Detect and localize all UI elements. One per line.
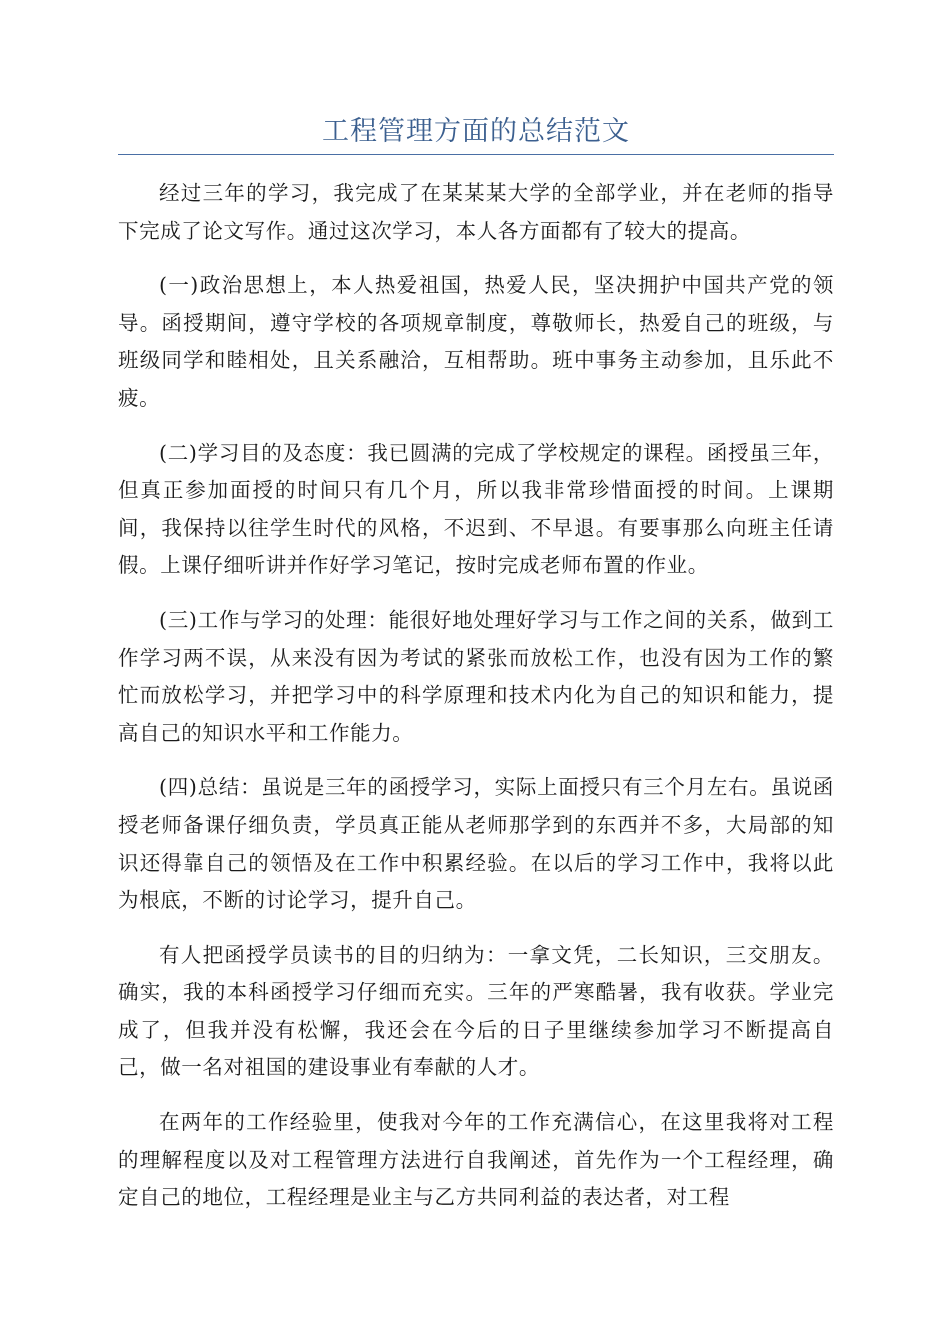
paragraph-summary: (四)总结：虽说是三年的函授学习，实际上面授只有三个月左右。虽说函授老师备课仔细负责，学员真正能从老师那学到的东西并不多，大局部的知识还得靠自己的领悟及在工作中积累经验。在以后的学习工作中，我将以此为根底，不断的讨论学习，提升自己。: [118, 775, 834, 913]
paragraph-intro: 经过三年的学习，我完成了在某某某大学的全部学业，并在老师的指导下完成了论文写作。通过这次学习，本人各方面都有了较大的提高。: [118, 181, 834, 243]
paragraph-purpose: 有人把函授学员读书的目的归纳为：一拿文凭，二长知识，三交朋友。确实，我的本科函授学习仔细而充实。三年的严寒酷暑，我有收获。学业完成了，但我并没有松懈，我还会在今后的日子里继续参加学习不断提高自己，做一名对祖国的建设事业有奉献的人才。: [118, 942, 834, 1080]
paragraph-political: (一)政治思想上，本人热爱祖国，热爱人民，坚决拥护中国共产党的领导。函授期间，遵守学校的各项规章制度，尊敬师长，热爱自己的班级，与班级同学和睦相处，且关系融洽，互相帮助。班中事务主动参加，且乐此不疲。: [118, 273, 834, 410]
document-title: 工程管理方面的总结范文: [322, 116, 630, 147]
paragraph-work-study: (三)工作与学习的处理：能很好地处理好学习与工作之间的关系，做到工作学习两不误，从来没有因为考试的紧张而放松工作，也没有因为工作的繁忙而放松学习，并把学习中的科学原理和技术内化为自己的知识和能力，提高自己的知识水平和工作能力。: [118, 607, 834, 745]
paragraph-study-attitude: (二)学习目的及态度：我已圆满的完成了学校规定的课程。函授虽三年，但真正参加面授的时间只有几个月，所以我非常珍惜面授的时间。上课期间，我保持以往学生时代的风格，不迟到、不早退。有要事那么向班主任请假。上课仔细听讲并作好学习笔记，按时完成老师布置的作业。: [118, 440, 834, 578]
title-underline: [118, 154, 834, 155]
document-body: [118, 175, 834, 1234]
paragraph-work-experience: 在两年的工作经验里，使我对今年的工作充满信心，在这里我将对工程的理解程度以及对工程管理方法进行自我阐述，首先作为一个工程经理，确定自己的地位，工程经理是业主与乙方共同利益的表达者，对工程: [118, 1110, 834, 1210]
